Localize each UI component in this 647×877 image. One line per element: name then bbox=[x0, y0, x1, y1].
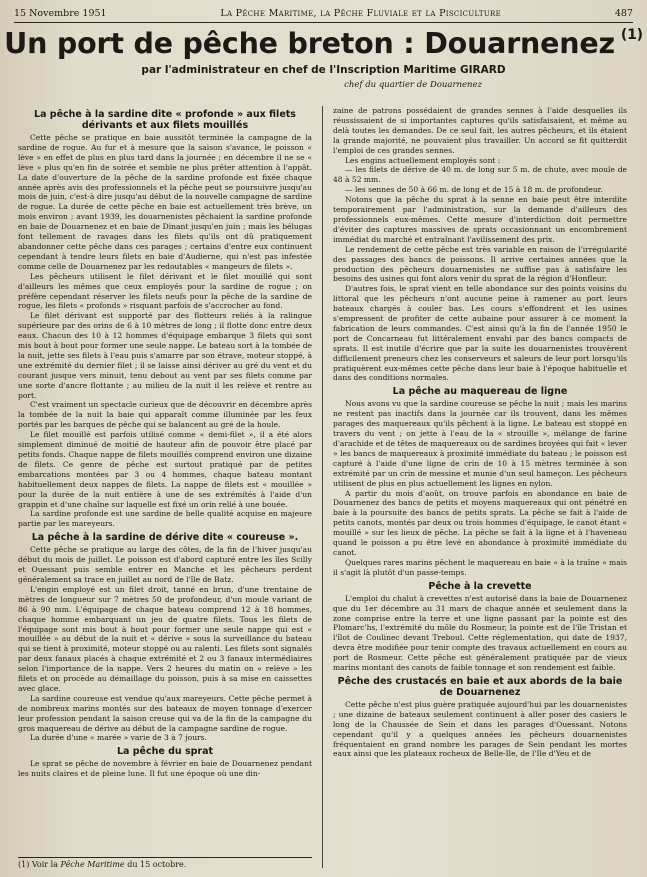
paragraph: Quelques rares marins pêchent le maquereau en baie « à la traîne » mais il s'agit là plutôt d'un passe-temps. bbox=[333, 557, 627, 577]
paragraph: Les pêcheurs utilisent le filet dérivant et le filet mouillé qui sont d'ailleurs les mêmes que ceux employés pour la sardine de rogue ; on préfère cependant réserver les filets neufs pour la pêche de la sardine de rogue, les filets « profonds » risquant parfois de s'accrocher au fond. bbox=[18, 271, 312, 311]
paragraph: Le rendement de cette pêche est très variable en raison de l'irrégularité des passages des bancs de poissons. Il arrive certaines années que la production des pêcheurs douarnenistes ne suffise pas à satisfaire les besoins des usines qui font alors venir du sprat de la région d'Honfleur. bbox=[333, 244, 627, 284]
footnote-suffix: du 15 octobre. bbox=[127, 860, 187, 869]
footnote-prefix: (1) Voir la bbox=[18, 860, 58, 869]
article-title bbox=[0, 27, 647, 60]
paragraph: Notons que la pêche du sprat à la senne en baie peut être interdite temporairement par l'administration, sur la demande d'ailleurs des professionnels eux-mêmes. Cette mesure d'interdiction doit permettre d'éviter des captures massives de sprats occasionnant un encombrement immédiat du marché et entraînant l'avilissement des prix. bbox=[333, 195, 627, 244]
paragraph: La sardine profonde est une sardine de belle qualité acquise en majeure partie par les mareyeurs. bbox=[18, 509, 312, 529]
section-heading: La pêche à la sardine de dérive dite « coureuse ». bbox=[31, 532, 299, 544]
column-divider bbox=[322, 106, 323, 868]
list-item: — les sennes de 50 à 66 m. de long et de 15 à 18 m. de profondeur. bbox=[345, 185, 603, 195]
paragraph: C'est vraiment un spectacle curieux que de découvrir en décembre après la tombée de la nuit la baie qui apparaît comme illuminée par les feux portés par les barques de pêche qui se balancent au gré de la houle. bbox=[18, 400, 312, 430]
paragraph: Cette pêche se pratique au large des côtes, de la fin de l'hiver jusqu'au début du mois de juillet. Le poisson est d'abord capturé entre les îles Scilly et Ouessant puis semble entrer en Manche et les pêcheurs perdent généralement sa trace en juillet au nord de l'île de Batz. bbox=[18, 545, 312, 584]
paragraph: Le filet mouillé est parfois utilisé comme « demi-filet », il a été alors simplement diminué de moitié de hauteur afin de pouvoir être placé par petits fonds. Chaque nappe de filets mouillés comprend environ une dizaine de filets. Ce genre de pêche est surtout pratiqué par de petites embarcations montées par 3 ou 4 hommes, chaque bateau montant habituellement deux nappes de filets. La nappe de filets est « mouillée » pour la durée de la nuit entière à une de ses extrémités à l'aide d'un grappin et d'une chaîne sur laquelle est fixé un orin relié à une bouée. bbox=[18, 430, 312, 509]
paragraph: Les engins actuellement employés sont : bbox=[345, 155, 501, 165]
byline: par l'administrateur en chef de l'Inscription Maritime GIRARD bbox=[141, 64, 506, 76]
section-heading: La pêche à la sardine dite « profonde » aux filets dérivants et aux filets mouillés bbox=[34, 109, 296, 131]
paragraph: D'autres fois, le sprat vient en telle abondance sur des points voisins du littoral que les pêcheurs n'ont aucune peine à ramener au port leurs bateaux chargés à couler bas. Les cours s'effondrent et les usines s'empressent de profiter de cette aubaine pour assurer à ce moment la fabrication de leurs commandes. C'est ainsi qu'à la fin de l'année 1950 le port de Concarneau fut littéralement envahi par des bancs compacts de sprats. Il est inutile d'écrire que par la suite les douarnenistes trouvèrent difficilement preneurs chez les conserveurs et saleurs de leur port lorsqu'ils pratiquèrent eux-mêmes cette pêche dans leur baie à l'époque habituelle et dans des conditions normales. bbox=[333, 284, 627, 383]
paragraph: Cette pêche n'est plus guère pratiquée aujourd'hui par les douarnenistes ; une dizaine de bateaux seulement continuent à aller poser des casiers le long de la Chaussée de Sein et dans les parages d'Ouessant. Notons cependant qu'il y a quelques années les pêcheurs douarnenistes fréquentaient en grand nombre les parages de Sein pendant les mortes eaux ainsi que les plateaux rocheux de Belle-Ile, de l'Ile d'Yeu et de bbox=[333, 699, 627, 759]
running-header bbox=[14, 6, 633, 20]
issue-date: 15 Novembre 1951 bbox=[14, 7, 107, 19]
paragraph: L'engin employé est un filet droit, tanné en brun, d'une trentaine de mètres de longueur sur 7 mètres 50 de profondeur, d'un moule variant de 86 à 90 mm. L'équipage de chaque bateau comprend 12 à 18 hommes, chaque homme embarquant un jeu de quatre filets. Tous les filets de l'équipage sont mis bout à bout pour former une seule nappe qui est « mouillée » au début de la nuit et « dérive » sous la surveillance du bateau qui se tient à proximité, moteur stoppé ou au ralenti. Les filets sont signalés par deux fanaux placés à chaque extrémité et 2 ou 3 fanaux intermédiaires selon l'importance de la nappe. Vers 2 heures du matin on « relève » les filets et on procède au démaillage du poisson, puis à sa mise en caissettes avec glace. bbox=[18, 584, 312, 693]
section-heading: Pêche à la crevette bbox=[428, 580, 532, 592]
paragraph: La sardine coureuse est vendue qu'aux mareyeurs. Cette pêche permet à de nombreux marins montés sur des bateaux de moyen tonnage d'exercer leur profession pendant la saison creuse qui va de la fin de la campagne du gros maquereau de dérive au début de la campagne sardine de rogue. bbox=[18, 693, 312, 733]
footnote-source: Pêche Maritime bbox=[60, 860, 125, 869]
paragraph: Nous avons vu que la sardine coureuse se pêche la nuit ; mais les marins ne restent pas inactifs dans la journée car ils trouvent, dans les mêmes parages des maquereaux qu'ils pêchent à la ligne. Le bateau est stoppé en travers du vent ; on jette à l'eau de la « strouille », mélange de farine d'arachide et de têtes de maquereaux ou de sardines broyées qui fait « lever » les bancs de maquereaux à proximité immédiate du bateau ; le poisson est capturé à l'aide d'une ligne de crin de 10 à 15 mètres terminée à son extrémité par un crin de messine et munie d'un seul hameçon. Les pêcheurs utilisent de plus en plus actuellement les lignes en nylon. bbox=[333, 399, 627, 488]
paragraph: A partir du mois d'août, on trouve parfois en abondance en baie de Douarnenez des bancs de petits et moyens maquereaux qui ont pénétré en baie à la poursuite des bancs de petits sprats. La pêche se fait à l'aide de petits canots, montés par deux ou trois hommes d'équipage, le canot étant « mouillé » sur les lieux de pêche. La pêche se fait à la ligne et à l'haveneau quand le poisson a pu être levé en abondance à proximité immédiate du canot. bbox=[333, 488, 627, 557]
title-text: Un port de pêche breton : Douarnenez bbox=[4, 27, 615, 60]
paragraph: zaine de patrons possédaient de grandes sennes à l'aide desquelles ils réussissaient de si importantes captures qu'ils satisfaisaient, et même au delà toutes les demandes. De ce seul fait, les autres pêcheurs, et ils étaient la grande majorité, ne pouvaient plus travailler. Un accord se fit quitterdit l'emploi de ces grandes sennes. bbox=[333, 106, 627, 155]
paragraph: Le filet dérivant est supporté par des flotteurs reliés à la ralingue supérieure par des orins de 6 à 10 mètres de long ; il flotte donc entre deux eaux. Chacun des 10 à 12 hommes d'équipage embarque 3 filets qui sont mis bout à bout pour former une seule nappe. Le bateau sort à la tombée de la nuit, jette ses filets à l'eau puis s'amarre par son étrave, moteur stoppé, à une extrémité du dernier filet ; il se laisse ainsi dériver au gré du vent et du courant jusque vers minuit, tenu debout au vent par ses filets comme par une sorte d'ancre flottante ; au milieu de la nuit il les relève et rentre au port. bbox=[18, 311, 312, 400]
left-column bbox=[18, 106, 312, 854]
page-number: 487 bbox=[614, 7, 633, 19]
list-item: — les filets de dérive de 40 m. de long sur 5 m. de chute, avec moule de 48 à 52 mm. bbox=[333, 165, 627, 185]
paragraph: Le sprat se pêche de novembre à février en baie de Douarnenez pendant les nuits claires et de pleine lune. Il fut une époque où une din- bbox=[18, 759, 312, 779]
paragraph: La durée d'une « marée » varie de 3 à 7 jours. bbox=[30, 733, 207, 743]
paragraph: L'emploi du chalut à crevettes n'est autorisé dans la baie de Douarnenez que du 1er décembre au 31 mars de chaque année et seulement dans la zone comprise entre la terre et une ligne passant par la pointe est des Plomarc'hs, l'extrémité du môle du Rosmeur, la pointe est de l'île Tristan et l'îlot de Coulinec devant Treboul. Cette réglementation, qui date de 1937, devra être modifiée pour tenir compte des travaux actuellement en cours au port de Rosmeur. Cette pêche est généralement pratiquée par de vieux marins montant des canots de faible tonnage et son rendement est faible. bbox=[333, 593, 627, 673]
paragraph: Cette pêche se pratique en baie aussitôt terminée la campagne de la sardine de rogue. Au fur et à mesure que la saison s'avance, le poisson « lève » en effet de plus en plus tard dans la journée ; en décembre il ne se « lève » plus qu'en fin de soirée et semble ne plus prêter attention à l'appât. La date d'ouverture de la pêche de la sardine profonde est fixée chaque année après avis des professionnels et la pêche peut se poursuivre jusqu'au mois de juin, c'est-à dire jusqu'au début de la nouvelle campagne de sardine de rogue. La durée de cette pêche en baie est actuellement très brève, un mois environ ; avant 1939, les douarnenistes pêchaient la sardine profonde en baie de Douarnenez et en baie de Dinant jusqu'en juin ; mais les bélugas font tellement de ravages dans les filets qu'ils ont dû pratiquement abandonner cette pêche dans ces parages ; certains d'entre eux continuent cependant à tendre leurs filets en baie d'Audierne, qui n'est pas infestée comme celle de Douarnenez par les redoutables « mangeurs de filets ». bbox=[18, 133, 312, 271]
title-footnote-mark: (1) bbox=[620, 27, 643, 43]
journal-name: La Pêche Maritime, la Pêche Fluviale et la Pisciculture bbox=[220, 7, 502, 19]
author-role: chef du quartier de Douarnenez bbox=[344, 80, 482, 90]
header-rule bbox=[14, 22, 633, 23]
section-heading: Pêche des crustacés en baie et aux abords de la baie de Douarnenez bbox=[337, 675, 623, 698]
right-column bbox=[333, 106, 627, 872]
section-heading: La pêche au maquereau de ligne bbox=[392, 386, 568, 398]
section-heading: La pêche du sprat bbox=[116, 746, 214, 758]
footnote bbox=[18, 857, 312, 869]
